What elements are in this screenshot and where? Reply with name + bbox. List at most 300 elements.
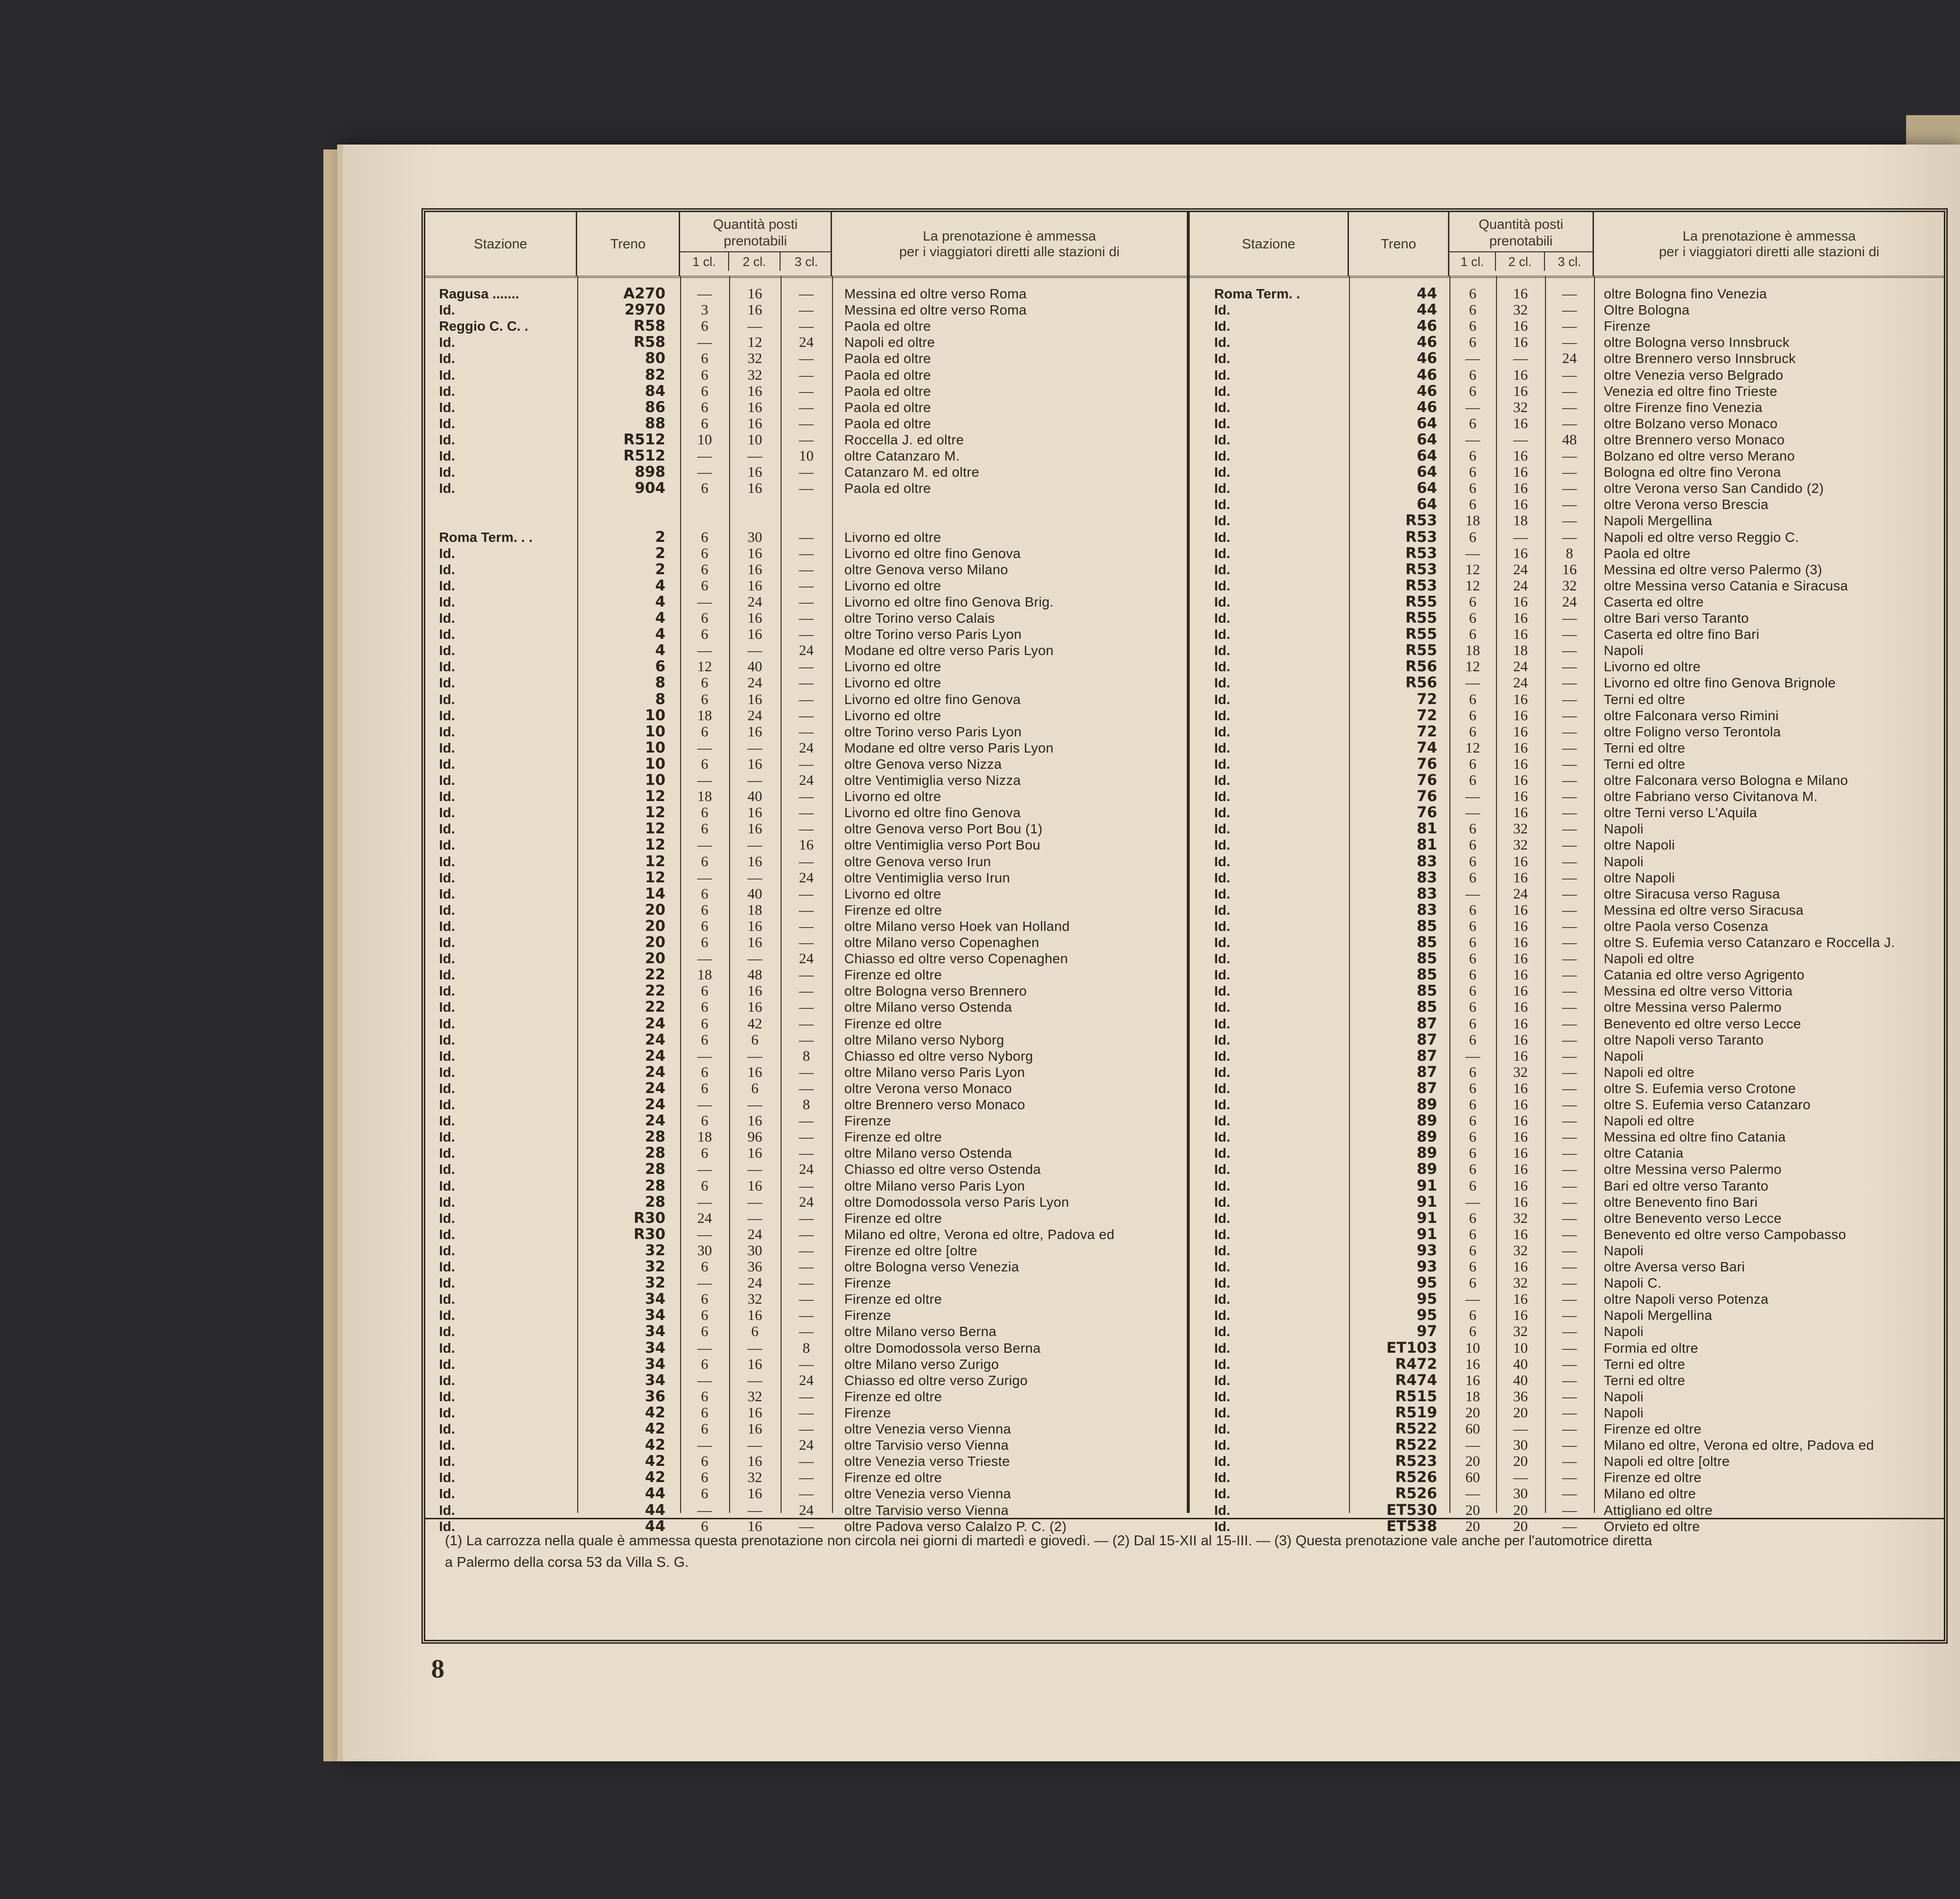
table-row — [1190, 302, 1944, 318]
table-row — [1190, 1405, 1944, 1421]
train-cell: ET530 — [1386, 1501, 1437, 1519]
class3-cell: — — [1562, 1437, 1577, 1454]
train-cell: ET538 — [1386, 1517, 1437, 1535]
class1-cell: — — [1465, 1485, 1480, 1502]
destination-cell: Chiasso ed oltre verso Ostenda — [844, 1162, 1041, 1177]
class1-cell: 6 — [1469, 626, 1476, 643]
class2-cell: 16 — [747, 1404, 762, 1421]
class3-cell: 24 — [799, 334, 814, 351]
station-cell: Id. — [439, 902, 455, 918]
table-row — [425, 529, 1187, 545]
class1-cell: 6 — [701, 691, 709, 707]
destination-cell: Napoli Mergellina — [1604, 1308, 1713, 1323]
destination-cell: Napoli ed oltre — [1604, 951, 1695, 967]
class1-cell: — — [1465, 1437, 1480, 1454]
station-cell: Id. — [439, 1518, 455, 1534]
class2-cell: 40 — [747, 788, 762, 805]
table-row — [1190, 1161, 1944, 1177]
train-cell: 76 — [1417, 804, 1437, 822]
station-cell: Id. — [439, 594, 455, 609]
destination-cell: oltre Bologna verso Venezia — [844, 1259, 1019, 1274]
class3-cell: — — [1562, 529, 1577, 545]
station-cell: Id. — [1214, 561, 1230, 577]
train-cell — [582, 512, 665, 529]
table-row — [425, 1323, 1187, 1339]
class1-cell: 18 — [697, 707, 712, 724]
train-cell: 20 — [645, 917, 665, 935]
table-row — [425, 1388, 1187, 1405]
class3-cell: — — [1562, 334, 1577, 351]
table-row — [1190, 642, 1944, 658]
class3-cell: — — [1562, 788, 1577, 805]
table-row — [1190, 821, 1944, 837]
table-row — [1190, 529, 1944, 545]
class2-cell: 16 — [1513, 804, 1528, 821]
destination-cell: Terni ed oltre — [1604, 1372, 1686, 1388]
class3-cell: 24 — [799, 739, 814, 756]
prenotazione-line2: per i viaggiatori diretti alle stazioni di — [1659, 244, 1880, 259]
table-row — [425, 1242, 1187, 1259]
table-row — [425, 772, 1187, 788]
destination-cell: Paola ed oltre — [844, 481, 931, 496]
class2-cell: — — [747, 1193, 762, 1210]
train-cell: R515 — [1395, 1388, 1437, 1405]
station-cell: Id. — [1214, 1372, 1230, 1388]
class2-cell: 32 — [747, 1388, 762, 1405]
train-cell: 10 — [645, 706, 665, 724]
station-cell: Id. — [439, 853, 455, 869]
train-cell: 93 — [1417, 1242, 1437, 1259]
station-cell: Id. — [439, 1356, 455, 1372]
station-cell: Id. — [1214, 464, 1230, 480]
destination-cell: Firenze ed oltre — [844, 1129, 942, 1145]
station-cell: Id. — [1214, 1437, 1230, 1453]
destination-cell: Bari ed oltre verso Taranto — [1604, 1178, 1768, 1193]
destination-cell: oltre Venezia verso Trieste — [844, 1454, 1010, 1469]
class1-cell: 6 — [701, 934, 709, 950]
class2-cell: 16 — [1513, 691, 1528, 707]
destination-cell: oltre Napoli — [1604, 837, 1675, 853]
destination-cell: Terni ed oltre — [1604, 1356, 1686, 1372]
class1-cell: 6 — [1469, 302, 1476, 318]
station-cell: Id. — [439, 999, 455, 1015]
destination-cell: oltre Verona verso San Candido (2) — [1604, 481, 1824, 496]
station-cell: Id. — [439, 983, 455, 999]
header-cl1: 1 cl. — [1449, 251, 1496, 271]
train-cell: 91 — [1417, 1177, 1437, 1194]
class3-cell: — — [1562, 1307, 1577, 1324]
table-row — [425, 1080, 1187, 1096]
train-cell: 85 — [1417, 950, 1437, 968]
station-cell: Id. — [1214, 773, 1230, 788]
class3-cell: 8 — [803, 1096, 810, 1113]
class1-cell: 30 — [697, 1242, 712, 1259]
class3-cell: — — [1562, 918, 1577, 934]
table-row — [425, 1129, 1187, 1145]
station-cell: Id. — [1214, 367, 1230, 383]
destination-cell: Firenze — [1604, 318, 1651, 334]
class1-cell: 6 — [1469, 415, 1476, 432]
train-cell: 44 — [1417, 285, 1437, 302]
destination-cell: Benevento ed oltre verso Campobasso — [1604, 1226, 1846, 1242]
class2-cell: 16 — [1513, 983, 1528, 999]
class3-cell: — — [1562, 821, 1577, 837]
class2-cell: 18 — [747, 901, 762, 918]
destination-cell: oltre Siracusa verso Ragusa — [1604, 886, 1780, 901]
class1-cell: 6 — [701, 675, 709, 691]
class3-cell: — — [799, 1307, 814, 1324]
class1-cell: 6 — [1469, 999, 1476, 1016]
table-row — [1190, 415, 1944, 432]
class3-cell: — — [1562, 1047, 1577, 1064]
destination-cell: oltre Genova verso Nizza — [844, 756, 1002, 772]
destination-cell: oltre Milano verso Zurigo — [844, 1356, 999, 1372]
destination-cell: Paola ed oltre — [844, 367, 931, 383]
table-row — [425, 740, 1187, 756]
class1-cell: 6 — [701, 885, 709, 902]
class2-cell: 16 — [747, 755, 762, 772]
class3-cell: — — [1562, 755, 1577, 772]
class3-cell: — — [1562, 1275, 1577, 1291]
class3-cell: — — [1562, 626, 1577, 643]
class3-cell — [781, 496, 832, 512]
class3-cell: — — [1562, 885, 1577, 902]
destination-cell: oltre Milano verso Ostenda — [844, 999, 1012, 1015]
train-cell: R55 — [1405, 642, 1437, 659]
table-row — [425, 286, 1187, 302]
quantita-line1: Quantità posti — [713, 217, 798, 232]
train-cell: 93 — [1417, 1258, 1437, 1275]
station-cell: Id. — [439, 1388, 455, 1404]
station-cell: Id. — [1214, 837, 1230, 853]
class3-cell: — — [1562, 1129, 1577, 1145]
station-cell: Id. — [439, 302, 455, 318]
class3-cell: — — [1562, 1339, 1577, 1356]
station-cell: Id. — [439, 1226, 455, 1242]
class1-cell: 3 — [701, 302, 709, 318]
class3-cell: — — [1562, 934, 1577, 950]
destination-cell: oltre Venezia verso Belgrado — [1604, 367, 1784, 383]
class3-cell: — — [1562, 1145, 1577, 1162]
class1-cell: 10 — [697, 431, 712, 448]
class3-cell: — — [1562, 1015, 1577, 1032]
destination-cell: Napoli ed oltre verso Reggio C. — [1604, 529, 1799, 545]
destination-cell: oltre Milano verso Berna — [844, 1324, 997, 1339]
train-cell: 46 — [1417, 398, 1437, 416]
class3-cell: — — [799, 366, 814, 383]
train-cell: R55 — [1405, 593, 1437, 610]
class1-cell: 6 — [1469, 1323, 1476, 1340]
class2-cell: 16 — [1513, 496, 1528, 513]
destination-cell: oltre S. Eufemia verso Crotone — [1604, 1080, 1796, 1096]
class3-cell: — — [799, 1177, 814, 1194]
class1-cell: 6 — [1469, 983, 1476, 999]
class2-cell: 24 — [747, 1226, 762, 1242]
class3-cell: — — [1562, 1193, 1577, 1210]
class1-cell: 6 — [1469, 1307, 1476, 1324]
train-cell: R522 — [1395, 1420, 1437, 1437]
table-row — [425, 1210, 1187, 1226]
station-cell: Id. — [439, 610, 455, 626]
class3-cell: — — [1562, 983, 1577, 999]
class1-cell — [680, 496, 729, 512]
station-cell: Id. — [1214, 318, 1230, 334]
table-row — [1190, 1323, 1944, 1339]
table-row — [1190, 804, 1944, 821]
class2-cell: — — [747, 869, 762, 886]
train-cell: 91 — [1417, 1193, 1437, 1211]
class2-cell: — — [747, 1372, 762, 1388]
train-cell: 24 — [645, 1015, 665, 1032]
class3-cell: — — [1562, 1080, 1577, 1096]
train-cell: 87 — [1417, 1031, 1437, 1048]
class2-cell: 16 — [747, 610, 762, 626]
footnote-line1: (1) La carrozza nella quale è ammessa questa prenotazione non circola nei giorni di martedì e giovedì. — (2) Dal 15-XII al 15-III. — (3) Questa prenotazione vale anche per l'automotrice diretta — [445, 1533, 1652, 1549]
destination-cell: oltre Venezia verso Vienna — [844, 1486, 1011, 1502]
station-cell: Id. — [1214, 724, 1230, 739]
train-cell: R523 — [1395, 1453, 1437, 1470]
table-row — [425, 594, 1187, 610]
class2-cell: 16 — [747, 1421, 762, 1437]
destination-cell — [844, 496, 1187, 512]
destination-cell: oltre Terni verso L'Aquila — [1604, 805, 1758, 821]
table-row — [1190, 496, 1944, 512]
station-cell: Id. — [439, 1372, 455, 1388]
class1-cell: 6 — [1469, 1031, 1476, 1048]
destination-cell: oltre Benevento fino Bari — [1604, 1194, 1758, 1210]
class3-cell: — — [799, 1356, 814, 1372]
class2-cell: 16 — [747, 561, 762, 578]
table-row — [425, 1178, 1187, 1194]
class1-cell: — — [697, 1047, 712, 1064]
class2-cell: 30 — [747, 529, 762, 545]
class3-cell: — — [799, 804, 814, 821]
class3-cell: — — [799, 1031, 814, 1048]
station-cell: Id. — [439, 1162, 455, 1177]
destination-cell: Catania ed oltre verso Agrigento — [1604, 967, 1805, 983]
class3-cell: — — [799, 1129, 814, 1145]
class1-cell: 6 — [1469, 934, 1476, 950]
station-cell: Id. — [439, 578, 455, 593]
class2-cell: — — [747, 772, 762, 788]
destination-cell: Paola ed oltre — [844, 399, 931, 415]
destination-cell: oltre Milano verso Nyborg — [844, 1032, 1004, 1047]
table-row — [425, 367, 1187, 383]
train-cell: 12 — [645, 836, 665, 854]
destination-cell — [844, 512, 1187, 529]
table-row — [425, 675, 1187, 691]
class2-cell: 32 — [747, 1469, 762, 1486]
train-cell: 46 — [1417, 350, 1437, 367]
class2-cell: 32 — [1513, 1242, 1528, 1259]
class2-cell: 16 — [747, 1064, 762, 1080]
class2-cell: 18 — [1513, 642, 1528, 659]
footnotes — [445, 1530, 1929, 1573]
station-cell: Id. — [439, 627, 455, 642]
train-cell: R53 — [1405, 512, 1437, 530]
station-cell: Id. — [1214, 1405, 1230, 1420]
destination-cell: Firenze ed oltre — [844, 1016, 942, 1031]
table-row — [1190, 1178, 1944, 1194]
station-cell: Id. — [1214, 951, 1230, 967]
class2-cell: — — [747, 1047, 762, 1064]
table-header — [1190, 212, 1944, 278]
train-cell: 89 — [1417, 1144, 1437, 1162]
class2-cell: 20 — [1513, 1518, 1528, 1534]
class1-cell: 12 — [1465, 577, 1480, 594]
station-cell: Id. — [439, 1454, 455, 1469]
train-cell: 10 — [645, 755, 665, 773]
table-row — [1190, 756, 1944, 772]
destination-cell: Attigliano ed oltre — [1604, 1502, 1713, 1518]
class3-cell: — — [799, 1421, 814, 1437]
table-row — [1190, 1421, 1944, 1437]
class1-cell: 10 — [1465, 1339, 1480, 1356]
table-row — [425, 334, 1187, 350]
station-cell: Id. — [1214, 481, 1230, 496]
destination-cell: oltre Benevento verso Lecce — [1604, 1210, 1782, 1226]
class1-cell: 6 — [1469, 918, 1476, 934]
table-row — [1190, 578, 1944, 594]
station-cell: Id. — [439, 886, 455, 901]
station-cell: Id. — [439, 918, 455, 934]
table-row — [425, 934, 1187, 950]
class3-cell: — — [799, 901, 814, 918]
destination-cell: Caserta ed oltre — [1604, 594, 1704, 609]
table-row — [1190, 999, 1944, 1015]
class2-cell: — — [747, 739, 762, 756]
train-cell: 91 — [1417, 1209, 1437, 1227]
destination-cell: oltre Padova verso Calalzo P. C. (2) — [844, 1518, 1067, 1534]
table-row — [1190, 561, 1944, 578]
train-cell: 28 — [645, 1144, 665, 1162]
class2-cell: 10 — [1513, 1339, 1528, 1356]
class3-cell: — — [1562, 999, 1577, 1016]
table-row — [425, 1340, 1187, 1356]
class1-cell: — — [1465, 885, 1480, 902]
class3-cell: — — [799, 399, 814, 415]
train-cell: 44 — [645, 1501, 665, 1519]
table-row — [425, 642, 1187, 658]
table-row — [425, 870, 1187, 886]
class3-cell: 32 — [1562, 577, 1577, 594]
train-cell: 85 — [1417, 917, 1437, 935]
table-row — [1190, 740, 1944, 756]
station-cell: Id. — [1214, 1340, 1230, 1356]
station-cell: Id. — [1214, 870, 1230, 885]
table-row — [1190, 448, 1944, 464]
station-cell: Id. — [439, 1032, 455, 1047]
class1-cell: — — [697, 772, 712, 788]
station-cell: Id. — [439, 1502, 455, 1518]
class1-cell: 6 — [701, 1421, 709, 1437]
table-row — [425, 1421, 1187, 1437]
station-cell: Id. — [1214, 659, 1230, 675]
destination-cell: Napoli ed oltre — [1604, 1113, 1695, 1129]
table-row — [425, 1291, 1187, 1307]
class2-cell: 24 — [747, 707, 762, 724]
station-cell: Id. — [1214, 675, 1230, 691]
class2-cell: 16 — [1513, 1307, 1528, 1324]
destination-cell: oltre Aversa verso Bari — [1604, 1259, 1745, 1274]
class1-cell: 20 — [1465, 1404, 1480, 1421]
class1-cell: 6 — [701, 1031, 709, 1048]
destination-cell: oltre Napoli verso Taranto — [1604, 1032, 1764, 1047]
class1-cell: 6 — [1469, 1161, 1476, 1178]
class1-cell: 6 — [701, 1518, 709, 1534]
train-cell: 28 — [645, 1161, 665, 1178]
class2-cell: 24 — [1513, 885, 1528, 902]
class2-cell: 16 — [1513, 772, 1528, 788]
table-row — [1190, 1372, 1944, 1388]
class2-cell: 16 — [1513, 366, 1528, 383]
train-cell: 87 — [1417, 1047, 1437, 1065]
class3-cell: — — [1562, 1259, 1577, 1275]
train-cell: 83 — [1417, 869, 1437, 886]
table-row — [1190, 334, 1944, 350]
table-row — [1190, 383, 1944, 399]
class1-cell: 18 — [697, 967, 712, 983]
train-cell: 85 — [1417, 998, 1437, 1016]
table-row — [1190, 886, 1944, 902]
destination-cell: oltre Foligno verso Terontola — [1604, 724, 1781, 739]
station-cell: Id. — [1214, 1194, 1230, 1210]
station-cell: Id. — [1214, 1454, 1230, 1469]
destination-cell: Chiasso ed oltre verso Nyborg — [844, 1048, 1033, 1064]
class2-cell: — — [747, 642, 762, 659]
table-row — [425, 512, 1187, 529]
destination-cell: Roccella J. ed oltre — [844, 432, 964, 447]
train-cell: 4 — [655, 609, 665, 627]
train-cell: 2 — [655, 544, 665, 562]
destination-cell: oltre Napoli — [1604, 870, 1675, 885]
train-cell: 87 — [1417, 1015, 1437, 1032]
table-row — [425, 448, 1187, 464]
table-row — [425, 1048, 1187, 1064]
train-cell: 22 — [645, 998, 665, 1016]
destination-cell: Napoli C. — [1604, 1275, 1662, 1291]
class3-cell: — — [1562, 1226, 1577, 1242]
class3-cell: — — [1562, 950, 1577, 967]
station-cell: Id. — [439, 383, 455, 399]
destination-cell: Napoli — [1604, 821, 1644, 837]
table-row — [425, 1064, 1187, 1080]
train-cell: 89 — [1417, 1128, 1437, 1146]
class2-cell: 16 — [747, 999, 762, 1016]
destination-cell: Napoli — [1604, 1405, 1644, 1420]
class2-cell: 16 — [747, 821, 762, 837]
class2-cell: 16 — [747, 983, 762, 999]
class1-cell: 6 — [701, 1323, 709, 1340]
header-cl3: 3 cl. — [1545, 251, 1594, 271]
train-cell: 81 — [1417, 836, 1437, 854]
train-cell: 22 — [645, 966, 665, 984]
class3-cell: — — [1562, 1502, 1577, 1518]
station-cell: Id. — [1214, 399, 1230, 415]
destination-cell: oltre Genova verso Irun — [844, 853, 991, 869]
station-cell: Id. — [439, 870, 455, 885]
class1-cell: 60 — [1465, 1469, 1480, 1486]
table-row — [1190, 1388, 1944, 1405]
prenotazione-line1: La prenotazione è ammessa — [1682, 228, 1856, 243]
table-row — [1190, 1242, 1944, 1259]
destination-cell: oltre Bologna verso Brennero — [844, 983, 1027, 999]
station-cell: Id. — [439, 1016, 455, 1031]
class3-cell: — — [799, 918, 814, 934]
station-cell — [439, 496, 571, 512]
destination-cell: oltre Domodossola verso Berna — [844, 1340, 1041, 1356]
train-cell: 64 — [1417, 414, 1437, 432]
